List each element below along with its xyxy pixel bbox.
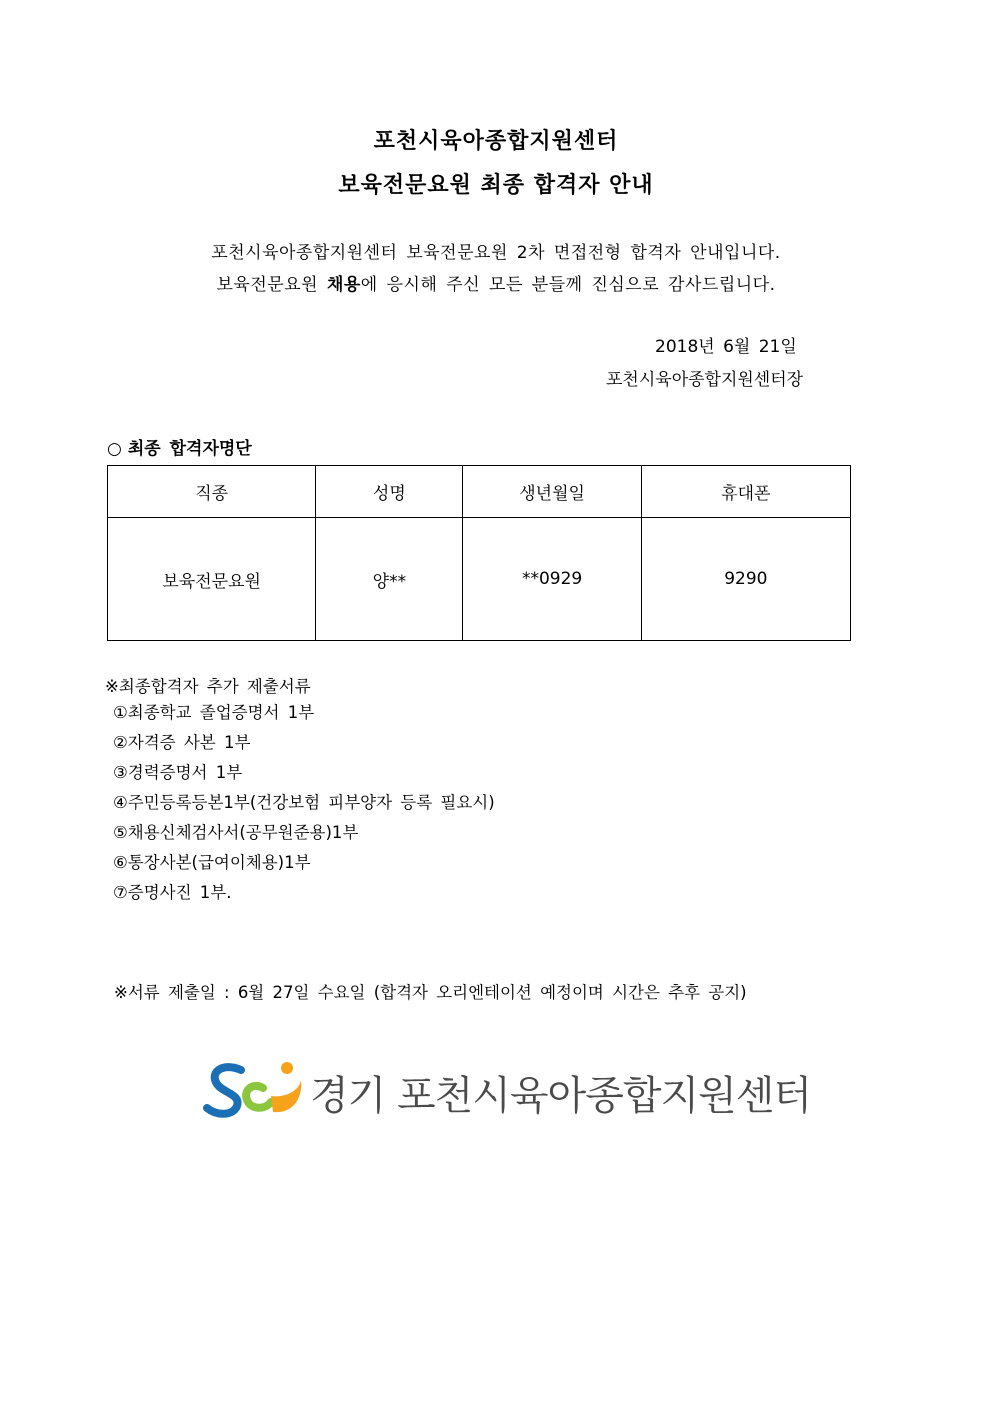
center-logo-icon: [203, 1058, 307, 1122]
center-logo: [203, 1058, 812, 1122]
documents-list: [113, 703, 495, 913]
submission-deadline: ※서류 제출일 : 6월 27일 수요일 (합격자 오리엔테이션 예정이며 시간은 추후 공지): [114, 983, 747, 1002]
notice-date: 2018년 6월 21일: [655, 337, 797, 357]
successful-candidates-table: [107, 465, 851, 641]
header-job-type: 직종: [108, 466, 316, 518]
header-phone: 휴대폰: [641, 466, 850, 518]
cell-birthdate: **0929: [463, 518, 641, 641]
list-item: ⑤채용신체검사서(공무원준용)1부: [113, 823, 359, 842]
list-item: ③경력증명서 1부: [113, 763, 243, 782]
cell-phone: 9290: [641, 518, 850, 641]
document-title: 포천시육아종합지원센터: [373, 129, 619, 154]
logo-text: 경기 포천시육아종합지원센터: [310, 1073, 812, 1119]
intro-line-2: [0, 270, 992, 295]
signer: 포천시육아종합지원센터장: [606, 370, 804, 390]
table-row: [108, 518, 851, 641]
intro-bold-word: 채용: [326, 275, 361, 295]
cell-job-type: 보육전문요원: [108, 518, 316, 641]
list-item: ②자격증 사본 1부: [113, 733, 251, 752]
circle-bullet-icon: ○: [107, 439, 122, 459]
section-heading: [107, 434, 252, 459]
list-item: ①최종학교 졸업증명서 1부: [113, 703, 315, 722]
intro-line-1: 포천시육아종합지원센터 보육전문요원 2차 면접전형 합격자 안내입니다.: [211, 243, 781, 263]
documents-title: ※최종합격자 추가 제출서류: [105, 677, 311, 696]
intro-line-2-start: 보육전문요원: [216, 275, 327, 295]
list-item: ⑦증명사진 1부.: [113, 883, 232, 902]
list-item: ⑥통장사본(급여이체용)1부: [113, 853, 311, 872]
list-item: ④주민등록등본1부(건강보험 피부양자 등록 필요시): [113, 793, 495, 812]
header-name: 성명: [316, 466, 463, 518]
table-header-row: [108, 466, 851, 518]
section-heading-text: 최종 합격자명단: [127, 439, 252, 459]
cell-name: 양**: [316, 518, 463, 641]
header-birthdate: 생년월일: [463, 466, 641, 518]
document-subtitle: 보육전문요원 최종 합격자 안내: [338, 173, 654, 198]
intro-line-2-end: 에 응시해 주신 모든 분들께 진심으로 감사드립니다.: [360, 275, 776, 295]
